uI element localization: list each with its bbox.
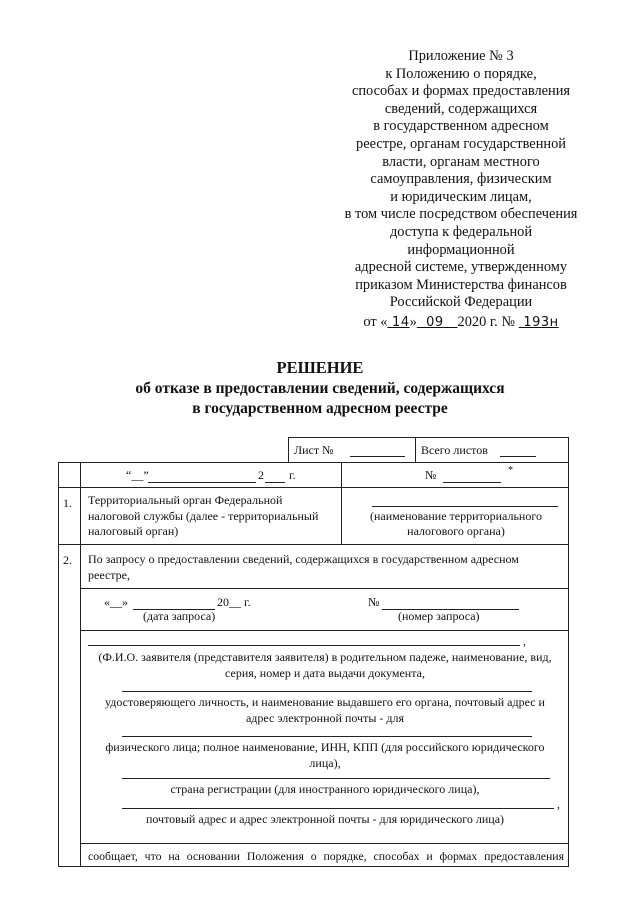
decision-body-text: сообщает, что на основании Положения о порядке, способах и формах предоставления xyxy=(88,849,564,863)
applicant-blank-5[interactable] xyxy=(122,808,554,809)
appendix-line: в государственном адресном xyxy=(373,118,549,135)
order-day: 14 xyxy=(392,314,410,330)
applicant-comma-2: , xyxy=(557,797,560,811)
appendix-header xyxy=(322,48,600,332)
applicant-blank-3[interactable] xyxy=(122,736,532,737)
appendix-line: информационной xyxy=(407,241,515,258)
appendix-line: способах и формах предоставления xyxy=(351,83,571,100)
applicant-caption-1: (Ф.И.О. заявителя (представителя заявителя) в родительном падеже, наименование, вид, xyxy=(98,650,552,664)
row1-left-line: налоговый орган) xyxy=(88,524,179,538)
total-sheets-label: Всего листов xyxy=(421,443,488,457)
row2-intro xyxy=(88,551,519,583)
date-year: 2 xyxy=(258,468,264,482)
row1-left-text xyxy=(88,493,318,540)
document-title: РЕШЕНИЕ xyxy=(276,358,364,377)
request-date-caption: (дата запроса) xyxy=(143,609,216,623)
date-year-blank xyxy=(265,482,285,483)
row1-caption-line: налогового органа) xyxy=(407,524,505,538)
row1-caption-line: (наименование территориального xyxy=(370,509,542,523)
decision-number-label: № xyxy=(425,468,437,482)
appendix-line: самоуправления, физическим xyxy=(370,171,552,188)
table-left-border xyxy=(58,462,59,867)
table-right-border xyxy=(568,437,569,867)
order-month: 09 xyxy=(426,314,444,330)
asterisk-mark: * xyxy=(508,465,513,476)
sheet-label: Лист № xyxy=(294,443,334,457)
row2-request-border xyxy=(80,630,569,631)
row1-right-caption xyxy=(345,509,567,539)
appendix-line: к Положению о порядке, xyxy=(385,65,537,82)
date-row-divider xyxy=(341,462,342,544)
applicant-caption-7: страна регистрации (для иностранного юридического лица), xyxy=(170,782,480,796)
applicant-caption-2: серия, номер и дата выдачи документа, xyxy=(225,666,425,680)
decision-date-field[interactable] xyxy=(126,468,149,483)
row1-bottom-border xyxy=(58,544,569,545)
total-sheets-blank xyxy=(500,456,536,457)
row1-left-line: налоговой службы (далее - территориальный xyxy=(88,508,319,523)
appendix-line: в том числе посредством обеспечения xyxy=(344,206,578,223)
date-quote: “__” xyxy=(126,468,149,482)
appendix-line: адресной системе, утвержденному xyxy=(354,259,568,276)
applicant-blank-4[interactable] xyxy=(122,778,550,779)
appendix-line: приказом Министерства финансов xyxy=(355,276,567,293)
document-subtitle-line1: об отказе в предоставлении сведений, содержащихся xyxy=(135,380,505,397)
order-mid: » xyxy=(409,313,417,330)
order-prefix: от « xyxy=(363,313,388,330)
row2-intro-border xyxy=(80,588,569,589)
row2-applicant-border xyxy=(80,843,569,844)
sheet-number-blank xyxy=(350,456,405,457)
order-date-line xyxy=(322,314,600,332)
row2-intro-line: По запросу о предоставлении сведений, содержащихся в государственном адресном xyxy=(88,552,519,566)
sheet-cell-divider xyxy=(415,437,416,462)
appendix-line: реестре, органам государственной xyxy=(356,135,566,152)
table-top-border xyxy=(58,462,569,463)
row2-number: 2. xyxy=(63,553,72,567)
date-row-bottom-border xyxy=(58,487,569,488)
appendix-line: сведений, содержащихся xyxy=(384,100,538,117)
appendix-line: доступа к федеральной xyxy=(389,223,533,240)
applicant-caption-3: удостоверяющего личность, и наименование выдавшего его органа, почтовый адрес и xyxy=(105,695,545,709)
document-subtitle-line2: в государственном адресном реестре xyxy=(192,400,448,417)
order-year: 2020 г. № xyxy=(457,313,516,330)
request-number-caption: (номер запроса) xyxy=(398,609,480,623)
territorial-organ-blank[interactable] xyxy=(372,506,558,507)
date-suffix: г. xyxy=(289,468,296,482)
request-year: 20__ г. xyxy=(217,595,251,609)
row1-left-line: Территориальный орган Федеральной xyxy=(88,493,283,507)
applicant-blank-1[interactable] xyxy=(88,645,520,646)
decision-number-blank[interactable] xyxy=(443,482,501,483)
appendix-line: Российской Федерации xyxy=(389,294,533,311)
order-number: 193н xyxy=(523,314,559,330)
applicant-comma-1: , xyxy=(523,634,526,648)
sheet-row-top-border xyxy=(288,437,569,438)
table-bottom-border xyxy=(58,866,569,867)
appendix-line: власти, органам местного xyxy=(382,153,540,170)
row1-number: 1. xyxy=(63,496,72,510)
applicant-caption-6: лица), xyxy=(309,756,341,770)
sheet-cell-left-border xyxy=(288,437,289,462)
applicant-caption-5: физического лица; полное наименование, ИНН, КПП (для российского юридического xyxy=(105,740,545,754)
request-number-label: № xyxy=(368,595,380,609)
sheet-number-field[interactable] xyxy=(294,443,334,458)
row2-intro-line: реестре, xyxy=(88,568,130,582)
appendix-line: Приложение № 3 xyxy=(408,48,514,64)
number-column-border xyxy=(80,462,81,867)
request-date-open: «__» xyxy=(104,595,128,609)
applicant-caption-8: почтовый адрес и адрес электронной почты - для юридического лица) xyxy=(145,812,505,826)
applicant-caption-4: адрес электронной почты - для xyxy=(245,711,405,725)
decision-date-blank xyxy=(148,482,256,483)
applicant-blank-2[interactable] xyxy=(122,691,532,692)
total-sheets-field[interactable] xyxy=(421,443,488,458)
appendix-line: и юридическим лицам, xyxy=(390,188,532,205)
